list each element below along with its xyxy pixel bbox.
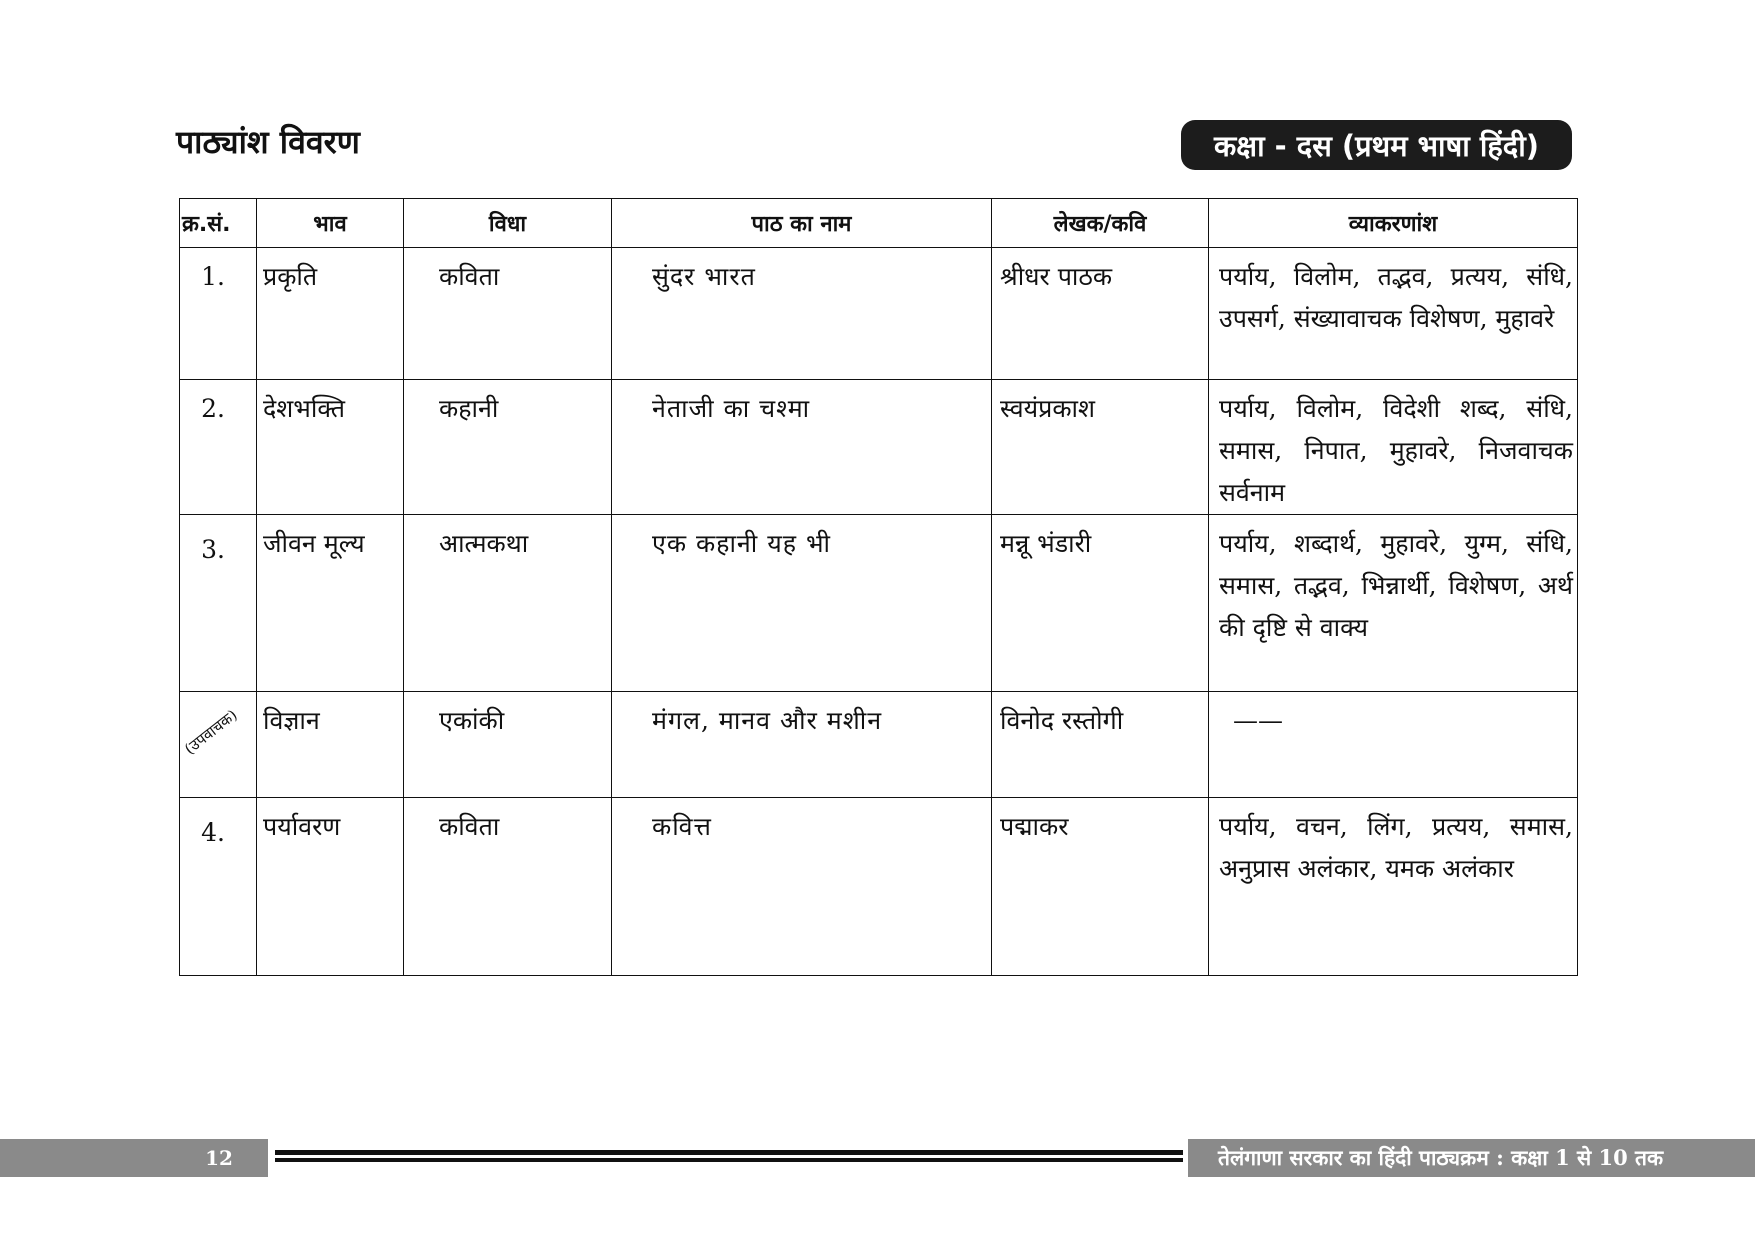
table-header-row bbox=[180, 199, 1578, 248]
vidha-cell: एकांकी bbox=[439, 706, 505, 735]
row-number: 3. bbox=[201, 535, 225, 564]
bhav-cell: जीवन मूल्य bbox=[263, 529, 365, 558]
bhav-cell: विज्ञान bbox=[263, 706, 320, 735]
column-header: विधा bbox=[404, 199, 612, 248]
table-row bbox=[180, 692, 1578, 798]
author-cell: श्रीधर पाठक bbox=[1000, 262, 1113, 291]
table-row bbox=[180, 380, 1578, 515]
vidha-cell: आत्मकथा bbox=[439, 529, 529, 558]
column-header: लेखक/कवि bbox=[992, 199, 1209, 248]
class-badge: कक्षा - दस (प्रथम भाषा हिंदी) bbox=[1181, 120, 1572, 170]
lesson-name-cell: मंगल, मानव और मशीन bbox=[652, 706, 883, 735]
row-number: 4. bbox=[201, 818, 225, 847]
footer-divider bbox=[275, 1150, 1183, 1164]
author-cell: पद्माकर bbox=[1000, 812, 1069, 841]
vidha-cell: कविता bbox=[439, 262, 500, 291]
vidha-cell: कहानी bbox=[439, 394, 499, 423]
row-number: 1. bbox=[201, 262, 225, 291]
column-header: व्याकरणांश bbox=[1209, 199, 1578, 248]
lesson-name-cell: सुंदर भारत bbox=[652, 262, 756, 291]
row-number: 2. bbox=[201, 394, 225, 423]
grammar-cell: पर्याय, विलोम, तद्भव, प्रत्यय, संधि, उपसर्ग, संख्यावाचक विशेषण, मुहावरे bbox=[1219, 262, 1573, 333]
syllabus-table bbox=[179, 198, 1578, 976]
grammar-cell: —— bbox=[1233, 706, 1283, 735]
lesson-name-cell: एक कहानी यह भी bbox=[652, 529, 831, 558]
lesson-name-cell: कवित्त bbox=[652, 812, 712, 841]
footer-book-title: तेलंगाणा सरकार का हिंदी पाठ्यक्रम : कक्षा 1 से 10 तक bbox=[1188, 1139, 1755, 1177]
vidha-cell: कविता bbox=[439, 812, 500, 841]
page-title: पाठ्यांश विवरण bbox=[176, 123, 360, 161]
lesson-name-cell: नेताजी का चश्मा bbox=[652, 394, 811, 423]
supplementary-reader-label: (उपवाचक) bbox=[181, 705, 241, 759]
author-cell: विनोद रस्तोगी bbox=[1000, 706, 1124, 735]
bhav-cell: देशभक्ति bbox=[263, 394, 345, 423]
author-cell: स्वयंप्रकाश bbox=[1000, 394, 1096, 423]
bhav-cell: प्रकृति bbox=[263, 262, 318, 291]
column-header: पाठ का नाम bbox=[612, 199, 992, 248]
grammar-cell: पर्याय, शब्दार्थ, मुहावरे, युग्म, संधि, समास, तद्भव, भिन्नार्थी, विशेषण, अर्थ की दृष्टि से वाक्य bbox=[1219, 529, 1573, 642]
table-row bbox=[180, 248, 1578, 380]
author-cell: मन्नू भंडारी bbox=[1000, 529, 1092, 558]
table-row bbox=[180, 515, 1578, 692]
column-header: भाव bbox=[257, 199, 404, 248]
table-row bbox=[180, 798, 1578, 976]
column-header: क्र.सं. bbox=[180, 199, 257, 248]
page-number: 12 bbox=[0, 1139, 268, 1177]
bhav-cell: पर्यावरण bbox=[263, 812, 341, 841]
grammar-cell: पर्याय, वचन, लिंग, प्रत्यय, समास, अनुप्रास अलंकार, यमक अलंकार bbox=[1219, 812, 1573, 883]
grammar-cell: पर्याय, विलोम, विदेशी शब्द, संधि, समास, निपात, मुहावरे, निजवाचक सर्वनाम bbox=[1219, 394, 1573, 507]
